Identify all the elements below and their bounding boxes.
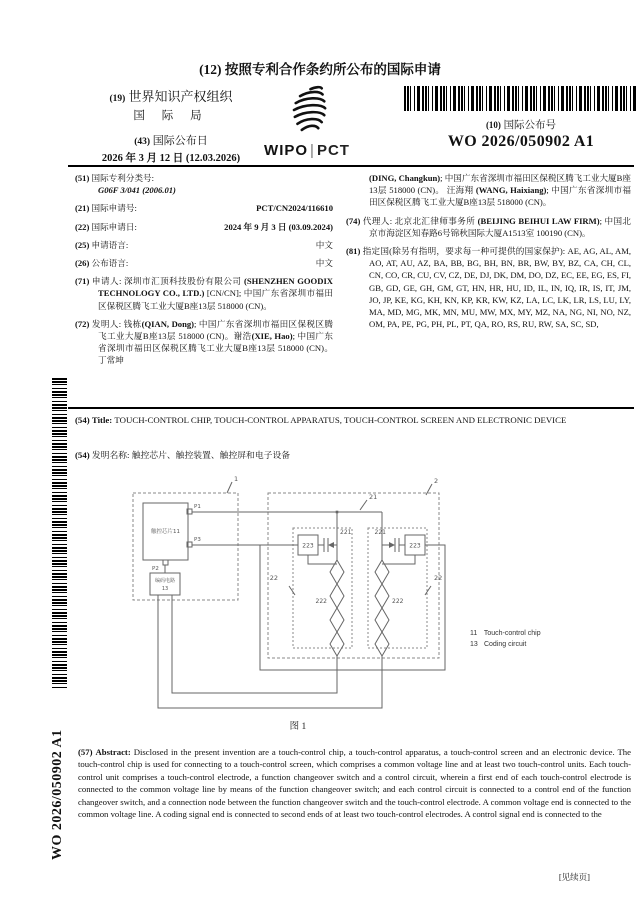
- agent-text: 代理人: 北京北汇律师事务所 (BEIJING BEIHUI LAW FIRM); 中国北京市海淀区知春路6号锦秋国际大厦A1513室 100190 (CN)。: [362, 215, 632, 238]
- pub-date-value: 2026 年 3 月 12 日 (12.03.2026): [101, 153, 241, 164]
- header-org-block: [96, 86, 246, 165]
- top-barcode: [404, 86, 638, 111]
- document-type-line: (12) 按照专利合作条约所公布的国际申请: [199, 62, 441, 77]
- header-divider-rule: [68, 165, 634, 167]
- field-25: [75, 239, 333, 251]
- field-tag: (26): [75, 258, 90, 269]
- field-tag: (72): [75, 318, 90, 329]
- ref-label-1: 1: [234, 475, 239, 483]
- applicant-text: 申请人: 深圳市汇顶科技股份有限公司 (SHENZHEN GOODIX TECHNOLOGY CO., LTD.) [CN/CN]; 中国广东省深圳市福田区保税区腾飞工业大厦B座13层 518000 (CN)。: [91, 276, 333, 311]
- field-71-applicant: [75, 275, 333, 312]
- title-chinese-text: 发明名称: 触控芯片、触控装置、触控屏和电子设备: [91, 450, 291, 460]
- continuation-note: [见续页]: [558, 872, 590, 882]
- wipo-logo-block: [252, 84, 362, 159]
- application-number: PCT/CN2024/116610: [256, 203, 333, 214]
- field-51: [75, 172, 333, 196]
- sidebar-barcode: [52, 378, 67, 690]
- circuit-diagram: [88, 473, 468, 735]
- field-72-inventors: [75, 318, 333, 367]
- figure-legend: [470, 629, 541, 651]
- ipc-classification: G06F 3/041 (2006.01): [98, 185, 176, 196]
- field-81-designated-states: [346, 245, 631, 330]
- field-26: [75, 257, 333, 269]
- title-english-text: Title: TOUCH-CONTROL CHIP, TOUCH-CONTROL APPARATUS, TOUCH-CONTROL SCREEN AND ELECTRONIC DEVICE: [91, 415, 567, 425]
- inventors-continuation-text: (DING, Changkun); 中国广东省深圳市福田区保税区腾飞工业大厦B座13层 518000 (CN)。 汪海翔 (WANG, Haixiang); 中国广东省深圳市福田区保税区腾飞工业大厦B座13层 518000 (CN)。: [369, 173, 631, 208]
- title-chinese: [75, 448, 631, 461]
- filing-language: 中文: [315, 239, 333, 250]
- publication-language: 中文: [315, 258, 333, 269]
- pub-no-label-line: [404, 117, 638, 132]
- ref-label-222-right: 222: [392, 598, 404, 605]
- abstract-text: Abstract: Disclosed in the present invention are a touch-control chip, a touch-control apparatus, a touch-control screen and an electronic device. The touch-control chip is used for connecting to a touch-control screen, which comprises a common voltage line and at least two touch-control units. Each touch-control unit comprises a touch-control electrode, a function changeover switch and a control circuit, wherein a first end of each touch-control electrode is connected to the common voltage line by means of the function changeover switch; and each control circuit is connected to a control end of the function changeover switch, and a connection node between the function changeover switch and the touch-control electrode. A common voltage end is connected to the common voltage line. A coding signal end is connected to second ends of at least two touch-control electrodes. A control signal end is connected to the: [78, 747, 631, 820]
- ref-label-2: 2: [434, 477, 439, 485]
- ref-label-221-right: 221: [374, 529, 386, 536]
- org-name-line: [96, 86, 246, 105]
- field-72-continuation: [346, 172, 631, 209]
- wipo-pct-wordmark: [252, 142, 362, 159]
- ref-label-223-left: 223: [302, 542, 314, 550]
- field-tag: (25): [75, 239, 90, 250]
- field-74-agent: [346, 215, 631, 239]
- coding-box-label: 编码电路: [154, 578, 176, 584]
- ref-label-22-right: 22: [434, 574, 443, 582]
- port-label-p2: P2: [152, 566, 159, 572]
- abstract-section: [78, 746, 631, 821]
- chip-box-label: 触控芯片11: [151, 529, 180, 535]
- legend-item-13: [470, 640, 541, 651]
- pub-date-label-line: [96, 132, 246, 148]
- field-label: 国际申请日:: [91, 221, 137, 232]
- ref-label-21: 21: [369, 493, 378, 501]
- field-tag: (22): [75, 221, 90, 232]
- port-label-p1: P1: [194, 504, 201, 510]
- field-label: 国际申请号:: [91, 203, 137, 214]
- inventors-text: 发明人: 钱栋(QIAN, Dong); 中国广东省深圳市福田区保税区腾飞工业大厦B座13层 518000 (CN)。谢浩(XIE, Hao); 中国广东省深圳市福田区保税区腾飞工业大厦B座13层 518000 (CN)。 丁常坤: [91, 318, 334, 366]
- wipo-globe-icon: [281, 84, 333, 136]
- org-name: 世界知识产权组织: [128, 89, 233, 104]
- field-21: [75, 202, 333, 214]
- pub-date-label: 国际公布日: [152, 135, 208, 147]
- field-tag-54: (54): [75, 415, 90, 425]
- port-label-p3: P3: [194, 537, 201, 543]
- figure-caption: 图 1: [289, 722, 307, 732]
- field-tag: (21): [75, 203, 90, 214]
- field-22: [75, 221, 333, 233]
- ref-label-222-left: 222: [315, 598, 327, 605]
- pub-no-label: 国际公布号: [503, 120, 557, 131]
- title-english: [75, 414, 631, 426]
- field-label: 公布语言:: [91, 258, 129, 269]
- field-tag-57: (57): [78, 747, 93, 757]
- field-tag-10: (10): [485, 120, 501, 130]
- title-divider-rule: [68, 407, 634, 409]
- field-tag-54: (54): [75, 450, 90, 460]
- right-column: [346, 172, 631, 373]
- legend-num: 13: [470, 640, 478, 648]
- header-publication-block: [404, 86, 638, 151]
- logo-separator: |: [310, 142, 315, 159]
- field-tag: (74): [346, 215, 361, 226]
- designated-states-text: 指定国(除另有指明，要求每一种可提供的国家保护): AE, AG, AL, AM, AO, AT, AU, AZ, BA, BB, BG, BH, BN, BR, BW, BY, BZ, CA, CH, CL, CN, CO, CR, CU, CV, CZ, DE, DJ, DK, DM, DO, DZ, EC, EE, EG, ES, FI, GB, GD, GE, GH, GM, GT, HN, HR, HU, ID, IL, IN, IQ, IR, IS, IT, JM, JO, JP, KE, KG, KH, KN, KP, KR, KW, KZ, LA, LC, LK, LR, LS, LU, LY, MA, MD, MG, MK, MN, MU, MW, MX, MY, MZ, NA, NG, NI, NO, NZ, OM, PA, PE, PG, PH, PL, PT, QA, RO, RS, RU, RW, SA, SC, SD,: [362, 246, 632, 330]
- field-label: 申请语言:: [91, 239, 129, 250]
- field-tag: (51): [75, 173, 90, 183]
- legend-item-11: [470, 629, 541, 640]
- sidebar-publication-number: WO 2026/050902 A1: [50, 729, 65, 860]
- field-tag-19: (19): [109, 94, 126, 104]
- org-bureau: 国 际 局: [133, 110, 209, 122]
- ref-label-221-left: 221: [340, 529, 352, 536]
- ref-label-22-left: 22: [269, 574, 278, 582]
- pub-no-value: WO 2026/050902 A1: [447, 133, 595, 150]
- field-label: 国际专利分类号:: [91, 173, 155, 183]
- pct-text: PCT: [316, 142, 350, 159]
- coding-box-number: 13: [161, 586, 169, 592]
- wipo-text: WIPO: [264, 142, 309, 159]
- field-tag: (71): [75, 276, 90, 287]
- legend-text: Touch-control chip: [483, 630, 541, 637]
- field-tag: (81): [346, 246, 361, 257]
- field-tag-43: (43): [134, 137, 151, 147]
- left-column: [75, 172, 333, 373]
- bibliographic-columns: [75, 172, 631, 373]
- ref-label-223-right: 223: [409, 542, 421, 550]
- legend-num: 11: [470, 630, 478, 637]
- legend-text: Coding circuit: [483, 640, 527, 648]
- filing-date: 2024 年 9 月 3 日 (03.09.2024): [224, 221, 333, 232]
- figure-1-diagram: [88, 473, 468, 735]
